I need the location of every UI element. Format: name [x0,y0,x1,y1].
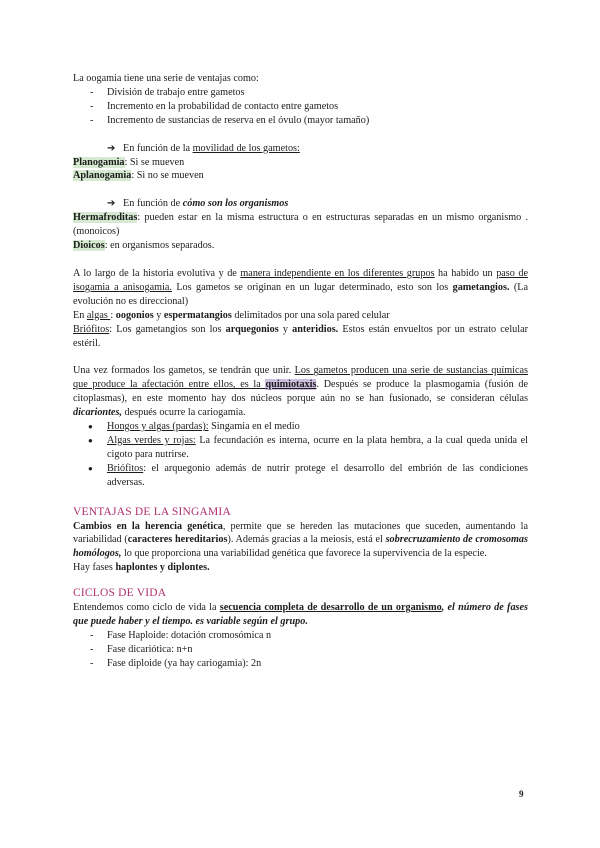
algae-paragraph: En algas : oogonios y espermatangios delimitados por una sola pared celular [73,309,390,321]
dioicos-definition: Dioicos: en organismos separados. [73,240,215,252]
history-paragraph: A lo largo de la historia evolutiva y de manera independiente en los diferentes grupos ha habido un paso de isogamia a anisogamia. Los gametos se originan en un lugar determinado, esto son los gametangios. (La evolución no es direccional) [73,267,529,307]
list-item: - Fase Haploide: dotación cromosómica n [73,629,528,643]
intro-text: La oogamia tiene una serie de ventajas como: [73,73,259,84]
singamia-paragraph: Cambios en la herencia genética, permite que se hereden las mutaciones que suceden, aumentando la variabilidad (caracteres hereditarios). Además gracias a la meiosis, está el sobrecruzamiento de cromosomas homólogos, lo que proporciona una variabilidad genética que favorece la supervivencia de la especie. [73,520,528,560]
cycles-heading: CICLOS DE VIDA [73,587,167,600]
list-item: - Fase dicariótica: n+n [73,643,528,657]
groups-list [73,420,528,490]
list-item: ● Hongos y algas (pardas): Singamia en el medio [73,420,528,434]
quimiotaxis-highlight: quimiotaxis [265,379,317,391]
list-item: - Fase diploide (ya hay cariogamia): 2n [73,657,528,671]
fusion-paragraph: Una vez formados los gametos, se tendrán que unir. Los gametos producen una serie de sustancias químicas que produce la afectación entre ellos, es la quimiotaxis. Después se produce la plasmogamia (fusión de citoplasmas), en este momento hay dos núcleos porque aún no se han fusionado, se consideran células dicariontes, después ocurre la cariogamia. [73,365,528,419]
advantages-list [73,86,528,128]
cycles-paragraph: Entendemos como ciclo de vida la secuencia completa de desarrollo de un organismo, el número de fases que puede haber y el tiempo. es variable según el grupo. [73,602,528,628]
dioicos-term: Dioicos [73,240,105,252]
document-page [73,72,528,671]
arrow-icon: ➔ [107,198,116,210]
mobility-heading: ➔ En función de la movilidad de los gametos: [107,142,300,154]
aplanogamia-definition: Aplanogamia: Si no se mueven [73,170,204,182]
phases-list [73,629,528,671]
planogamia-definition: Planogamia: Si se mueven [73,156,185,168]
hermafroditas-definition: Hermafroditas: pueden estar en la misma estructura o en estructuras separadas en un mismo organismo . (monoicos) [73,212,528,238]
list-item: ● Algas verdes y rojas: La fecundación es interna, ocurre en la plata hembra, a la cual queda unida el cigoto para nutrirse. [73,434,528,462]
aplanogamia-term: Aplanogamia [73,170,132,182]
list-item: - Incremento en la probabilidad de contacto entre gametos [73,100,528,114]
arrow-icon: ➔ [107,142,116,154]
page-number: 9 [519,789,524,799]
phases-paragraph: Hay fases haplontes y diplontes. [73,562,210,574]
planogamia-term: Planogamia [73,156,125,168]
bryophytes-paragraph: Briófitos: Los gametangios son los arquegonios y anteridios. Estos están envueltos por un estrato celular estéril. [73,323,528,349]
list-item: ● Briófitos: el arquegonio además de nutrir protege el desarrollo del embrión de las condiciones adversas. [73,462,528,490]
list-item: - División de trabajo entre gametos [73,86,528,100]
organisms-heading: ➔ En función de cómo son los organismos [107,198,289,210]
hermafroditas-term: Hermafroditas [73,212,138,224]
list-item: - Incremento de sustancias de reserva en el óvulo (mayor tamaño) [73,114,528,128]
singamia-heading: VENTAJAS DE LA SINGAMIA [73,505,231,518]
